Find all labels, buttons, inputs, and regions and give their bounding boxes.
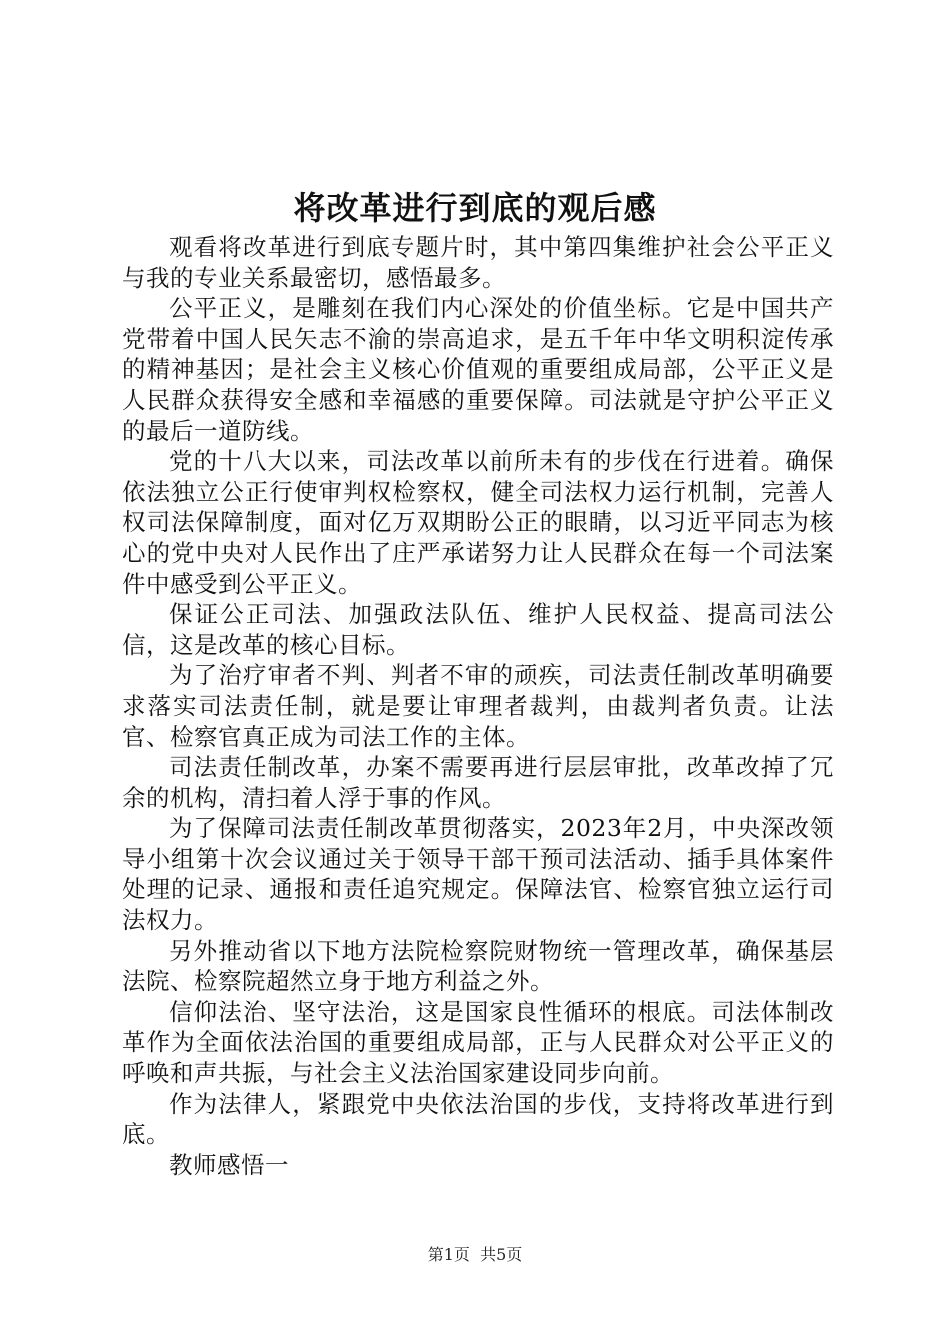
- paragraph: 另外推动省以下地方法院检察院财物统一管理改革，确保基层法院、检察院超然立身于地方利益之外。: [122, 936, 834, 996]
- paragraph: 作为法律人，紧跟党中央依法治国的步伐，支持将改革进行到底。: [122, 1089, 834, 1149]
- paragraph: 观看将改革进行到底专题片时，其中第四集维护社会公平正义与我的专业关系最密切，感悟最多。: [122, 233, 834, 292]
- page-total: 共5页: [480, 1245, 523, 1264]
- paragraph: 党的十八大以来，司法改革以前所未有的步伐在行进着。确保依法独立公正行使审判权检察权，健全司法权力运行机制，完善人权司法保障制度，面对亿万双期盼公正的眼睛，以习近平同志为核心的党中央对人民作出了庄严承诺努力让人民群众在每一个司法案件中感受到公平正义。: [122, 447, 834, 598]
- paragraph: 信仰法治、坚守法治，这是国家良性循环的根底。司法体制改革作为全面依法治国的重要组成局部，正与人民群众对公平正义的呼唤和声共振，与社会主义法治国家建设同步向前。: [122, 997, 834, 1088]
- document-title: 将改革进行到底的观后感: [293, 189, 657, 227]
- paragraph: 保证公正司法、加强政法队伍、维护人民权益、提高司法公信，这是改革的核心目标。: [122, 600, 834, 659]
- paragraph: 公平正义，是雕刻在我们内心深处的价值坐标。它是中国共产党带着中国人民矢志不渝的崇高追求，是五千年中华文明积淀传承的精神基因；是社会主义核心价值观的重要组成局部，公平正义是人民群众获得安全感和幸福感的重要保障。司法就是守护公平正义的最后一道防线。: [122, 294, 834, 445]
- paragraph: 为了保障司法责任制改革贯彻落实，2023年2月，中央深改领导小组第十次会议通过关于领导干部干预司法活动、插手具体案件处理的记录、通报和责任追究规定。保障法官、检察官独立运行司法权力。: [122, 814, 834, 935]
- page-footer: [0, 1243, 950, 1267]
- paragraph: 为了治疗审者不判、判者不审的顽疾，司法责任制改革明确要求落实司法责任制，就是要让审理者裁判，由裁判者负责。让法官、检察官真正成为司法工作的主体。: [122, 661, 834, 751]
- footer-spacer: [470, 1245, 480, 1264]
- paragraph: 教师感悟一: [169, 1150, 289, 1179]
- paragraph: 司法责任制改革，办案不需要再进行层层审批，改革改掉了冗余的机构，清扫着人浮于事的作风。: [122, 753, 834, 812]
- document-body: [122, 232, 834, 1180]
- page-number: 第1页: [427, 1245, 470, 1264]
